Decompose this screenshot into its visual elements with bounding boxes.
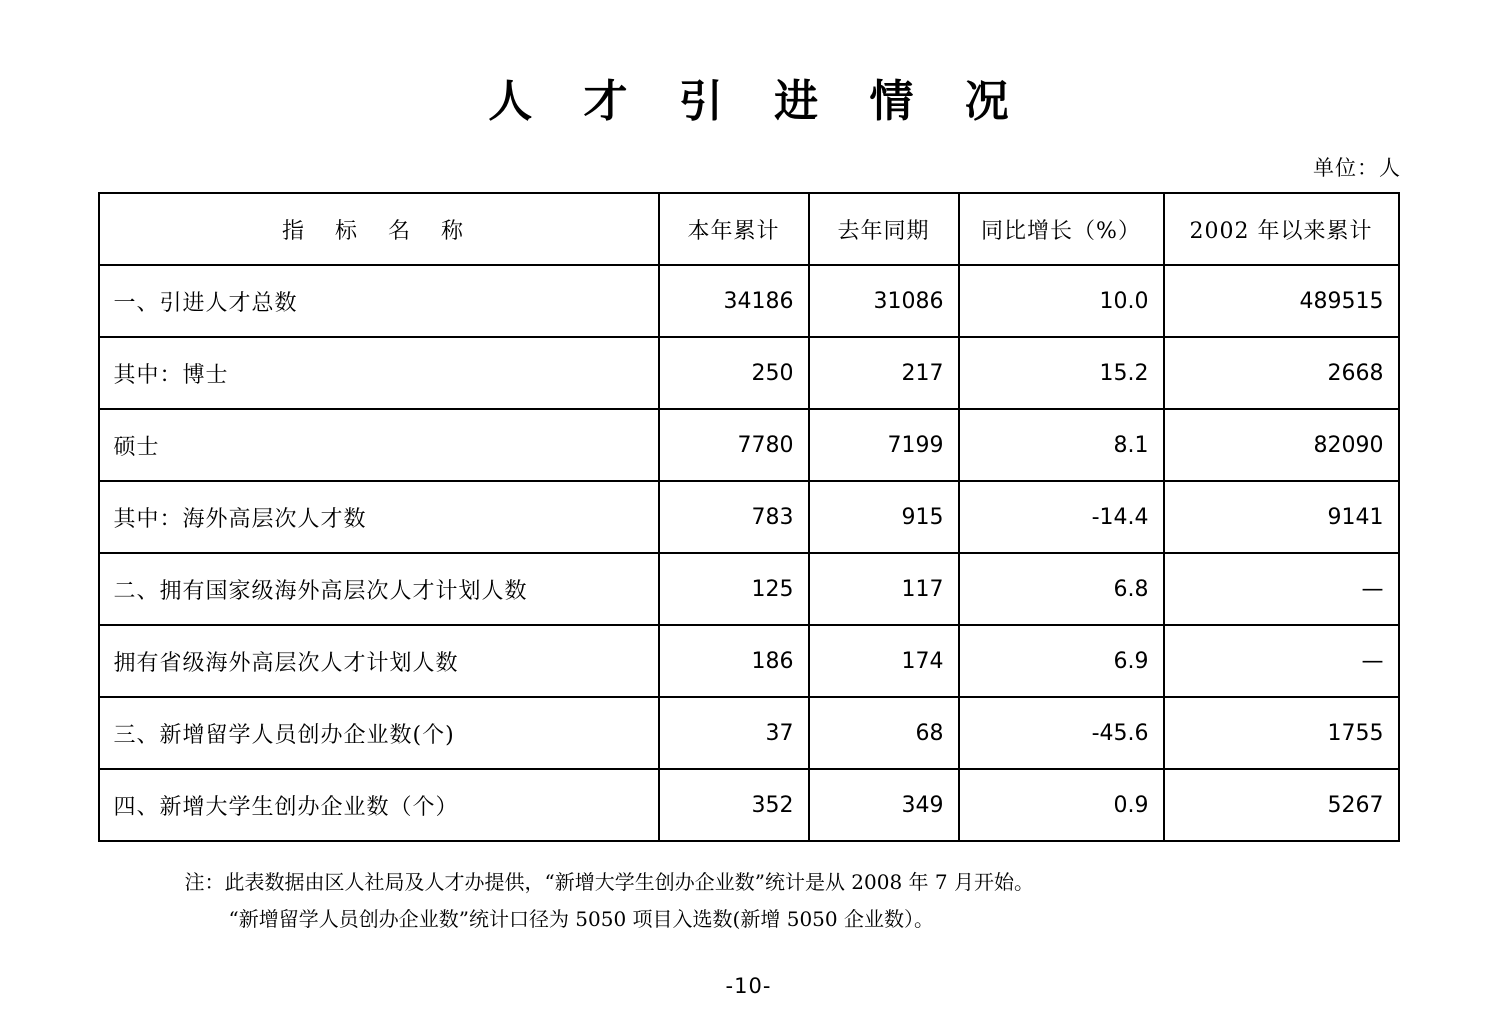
cell-growth: -45.6: [959, 697, 1164, 769]
cell-growth: 6.8: [959, 553, 1164, 625]
cell-last-year: 7199: [809, 409, 959, 481]
statistics-table: [98, 192, 1400, 842]
table-row: [99, 409, 1399, 481]
cell-growth: 0.9: [959, 769, 1164, 841]
column-header-current: 本年累计: [659, 193, 809, 265]
row-label: 硕士: [99, 409, 659, 481]
note-line-1: 注：此表数据由区人社局及人才办提供，“新增大学生创办企业数”统计是从 2008 年 7 月开始。: [184, 870, 1035, 895]
row-label: 三、新增留学人员创办企业数(个): [99, 697, 659, 769]
cell-current: 34186: [659, 265, 809, 337]
cell-last-year: 217: [809, 337, 959, 409]
table-body: [99, 265, 1399, 841]
cell-last-year: 174: [809, 625, 959, 697]
cell-current: 250: [659, 337, 809, 409]
cell-growth: 15.2: [959, 337, 1164, 409]
table-row: [99, 265, 1399, 337]
page-title: 人 才 引 进 情 况: [488, 76, 1027, 127]
column-header-growth: 同比增长（%）: [959, 193, 1164, 265]
unit-label: 单位：人: [1313, 156, 1401, 181]
row-label: 其中：博士: [99, 337, 659, 409]
cell-last-year: 68: [809, 697, 959, 769]
row-label: 其中：海外高层次人才数: [99, 481, 659, 553]
page-number: -10-: [725, 974, 772, 999]
row-label: 四、新增大学生创办企业数（个）: [99, 769, 659, 841]
row-label: 拥有省级海外高层次人才计划人数: [99, 625, 659, 697]
cell-current: 352: [659, 769, 809, 841]
note-line-2: “新增留学人员创办企业数”统计口径为 5050 项目入选数(新增 5050 企业数）。: [228, 907, 934, 932]
cell-growth: 10.0: [959, 265, 1164, 337]
cell-growth: 8.1: [959, 409, 1164, 481]
cell-current: 7780: [659, 409, 809, 481]
table-row: [99, 769, 1399, 841]
table-row: [99, 481, 1399, 553]
row-label: 二、拥有国家级海外高层次人才计划人数: [99, 553, 659, 625]
table-row: [99, 337, 1399, 409]
cell-last-year: 117: [809, 553, 959, 625]
cell-growth: 6.9: [959, 625, 1164, 697]
cell-cumulative: 82090: [1164, 409, 1399, 481]
cell-last-year: 31086: [809, 265, 959, 337]
cell-cumulative: —: [1164, 625, 1399, 697]
column-header-cumulative: 2002 年以来累计: [1164, 193, 1399, 265]
cell-cumulative: —: [1164, 553, 1399, 625]
row-label: 一、引进人才总数: [99, 265, 659, 337]
cell-growth: -14.4: [959, 481, 1164, 553]
cell-current: 37: [659, 697, 809, 769]
column-header-name: 指 标 名 称: [99, 193, 659, 265]
cell-last-year: 349: [809, 769, 959, 841]
table-row: [99, 625, 1399, 697]
table-notes: [89, 864, 1409, 938]
cell-last-year: 915: [809, 481, 959, 553]
cell-cumulative: 2668: [1164, 337, 1399, 409]
cell-cumulative: 489515: [1164, 265, 1399, 337]
table-header-row: [99, 193, 1399, 265]
cell-cumulative: 9141: [1164, 481, 1399, 553]
cell-current: 125: [659, 553, 809, 625]
cell-current: 186: [659, 625, 809, 697]
table-row: [99, 553, 1399, 625]
column-header-last-year: 去年同期: [809, 193, 959, 265]
cell-cumulative: 5267: [1164, 769, 1399, 841]
cell-current: 783: [659, 481, 809, 553]
table-row: [99, 697, 1399, 769]
cell-cumulative: 1755: [1164, 697, 1399, 769]
